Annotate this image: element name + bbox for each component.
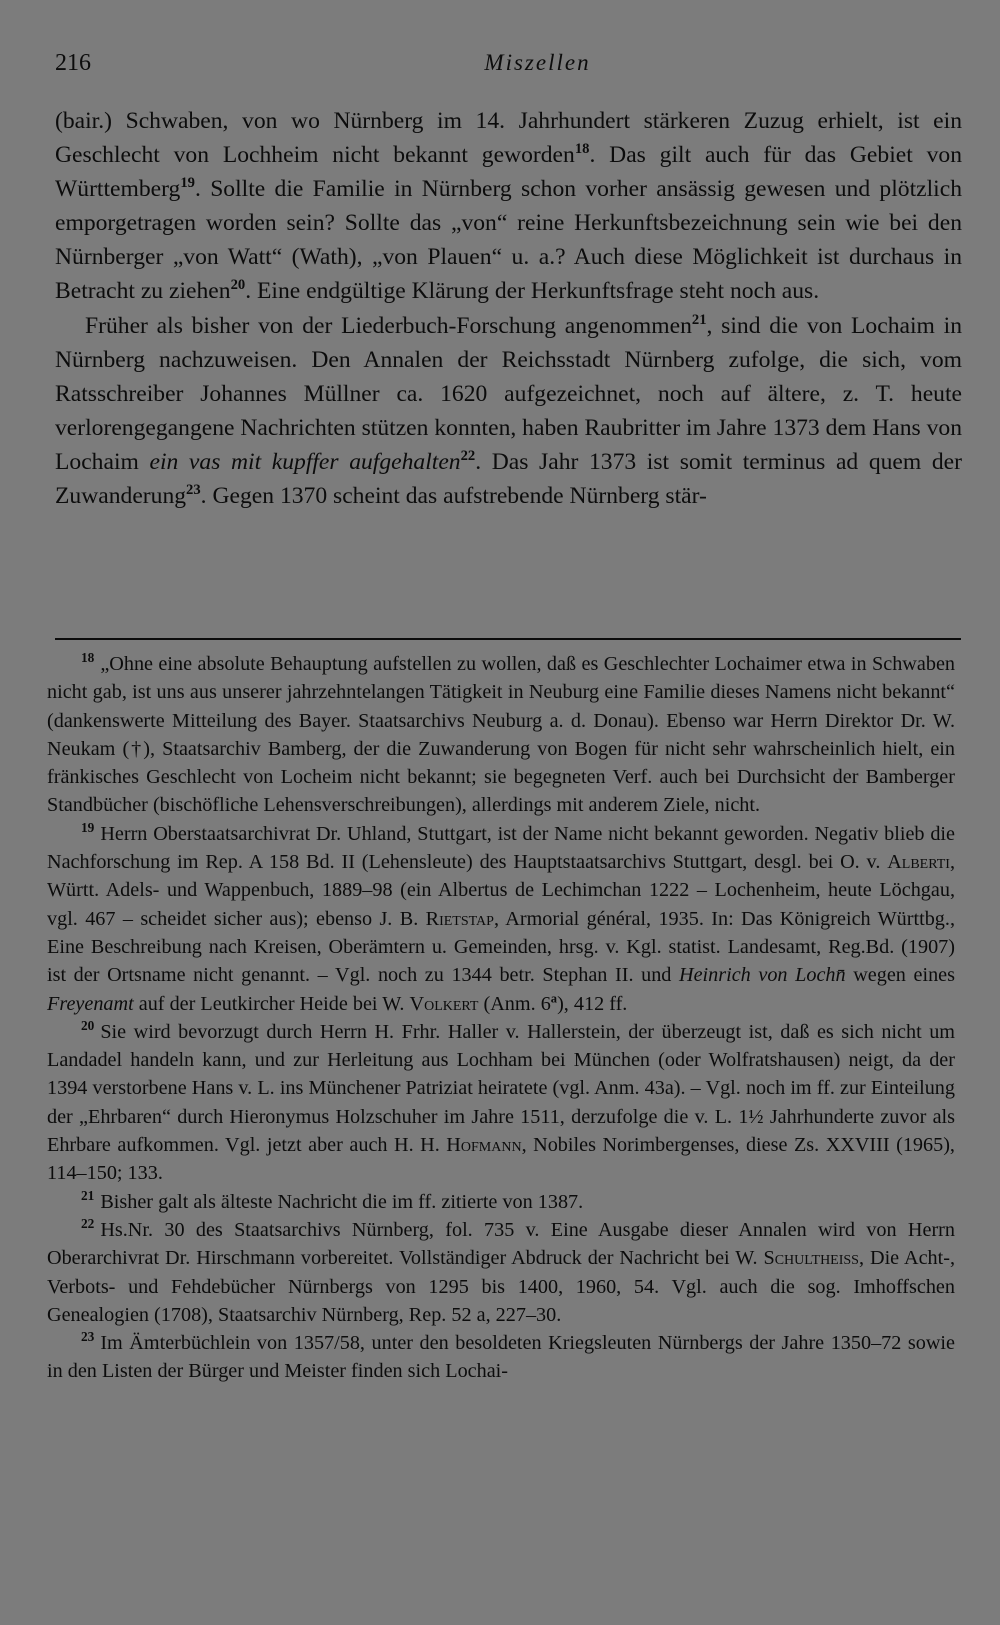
footnote-number: 21 xyxy=(81,1187,95,1203)
paragraph-1 xyxy=(55,104,962,309)
text-run: , Die Acht-, Verbots- und Fehdebücher Nürnbergs von 1295 bis 1400, 1960, 54. Vgl. auch die sog. Imhoffschen Genealogien (1708), Staatsarchiv Nürnberg, Rep. 52 a, 227–30. xyxy=(47,1247,956,1326)
footnote-number: 22 xyxy=(81,1216,95,1232)
footnotes xyxy=(47,650,955,1386)
footnote-ref: 18 xyxy=(574,141,590,158)
footnote-18 xyxy=(47,650,955,820)
author-name: Volkert xyxy=(409,992,479,1015)
text-run: . Das Jahr 1373 ist somit terminus ad quem der Zuwanderung xyxy=(55,448,962,510)
author-name: Schultheiss xyxy=(763,1247,859,1270)
text-run: Hs.Nr. 30 des Staatsarchivs Nürnberg, fol. 735 v. Eine Ausgabe dieser Annalen wird von Herrn Oberarchivrat Dr. Hirschmann vorbereitet. Vollständiger Abdruck der Nachricht bei W. xyxy=(47,1218,955,1270)
italic-term: Freyenamt xyxy=(47,992,134,1015)
text-run: . Sollte die Familie in Nürnberg schon vorher ansässig gewesen und plötzlich emporgetragen worden sein? Sollte das „von“ reine Herkunftsbezeichnung sein wie bei den Nürnberger „von Watt“ (Wath), „von Plauen“ u. a.? Auch diese Möglichkeit ist durchaus in Betracht zu ziehen xyxy=(55,176,962,305)
main-text xyxy=(55,104,962,513)
text-run: Herrn Oberstaatsarchivrat Dr. Uhland, Stuttgart, ist der Name nicht bekannt geworden. Negativ blieb die Nachforschung im Rep. A 158 Bd. II (Lehensleute) des Hauptstaatsarchivs Stuttgart, desgl. bei O. v. xyxy=(47,822,955,874)
author-name: Alberti xyxy=(887,851,950,874)
text-run: Früher als bisher von der Liederbuch-Forschung angenommen xyxy=(85,312,692,339)
text-run: , sind die von Lochaim in Nürnberg nachzuweisen. Den Annalen der Reichsstadt Nürnberg zufolge, die sich, vom Ratsschreiber Johannes Müllner ca. 1620 aufgezeichnet, noch auf ältere, z. T. heute verlorengegangene Nachrichten stützen konnten, haben Raubritter im Jahre 1373 dem Hans von Lochaim xyxy=(55,312,962,475)
text-run: . Eine endgültige Klärung der Herkunftsfrage steht noch aus. xyxy=(245,278,820,305)
author-name: Rietstap xyxy=(425,907,494,930)
footnote-number: 18 xyxy=(81,650,95,666)
footnote-23 xyxy=(47,1329,955,1386)
text-run: . Das gilt auch für das Gebiet von Württemberg xyxy=(55,142,962,203)
text-run: (Anm. 6 xyxy=(478,992,551,1015)
footnote-22 xyxy=(47,1216,955,1329)
text-run: auf der Leutkircher Heide bei W. xyxy=(133,992,410,1015)
italic-name: Heinrich von Lochn̄ xyxy=(679,964,846,987)
page-header xyxy=(55,50,960,84)
page-number: 216 xyxy=(55,50,91,76)
footnote-text: „Ohne eine absolute Behauptung aufstellen zu wollen, daß es Geschlechter Lochaimer etwa in Schwaben nicht gab, ist uns aus unserer jahrzehntelangen Tätigkeit in Neuburg eine Familie dieses Namens nicht bekannt“ (dankenswerte Mitteilung des Bayer. Staatsarchivs Neuburg a. d. Donau). Ebenso war Herrn Direktor Dr. W. Neukam (†), Staatsarchiv Bamberg, der die Zuwanderung von Bogen für nicht sehr wahrscheinlich hielt, ein fränkisches Geschlecht von Locheim nicht bekannt; sie begegneten Verf. auch bei Durchsicht der Bamberger Standbücher (bischöfliche Lehensverschreibungen), allerdings mit anderem Ziele, nicht. xyxy=(47,653,955,817)
footnote-ref: 19 xyxy=(180,175,195,192)
text-run: ), 412 ff. xyxy=(557,992,628,1015)
footnote-number: 19 xyxy=(81,820,95,836)
footnote-text: Bisher galt als älteste Nachricht die im ff. zitierte von 1387. xyxy=(100,1190,584,1213)
footnote-ref: 21 xyxy=(691,311,707,328)
text-run: . Gegen 1370 scheint das aufstrebende Nürnberg stär- xyxy=(200,483,707,510)
text-run: (bair.) Schwaben, von wo Nürnberg im 14. Jahrhundert stärkeren Zuzug erhielt, ist ein Geschlecht von Lochheim nicht bekannt geworden xyxy=(55,108,962,169)
superscript: a xyxy=(550,990,558,1005)
footnote-20 xyxy=(47,1018,955,1188)
paragraph-2 xyxy=(55,309,962,514)
footnote-ref: 23 xyxy=(186,482,201,499)
text-run: , Nobiles Norimbergenses, diese Zs. XXVIII (1965), 114–150; 133. xyxy=(47,1134,955,1185)
footnote-ref: 20 xyxy=(230,277,246,294)
footnote-number: 20 xyxy=(81,1018,95,1034)
footnote-19 xyxy=(47,820,955,1018)
footnote-number: 23 xyxy=(81,1329,95,1345)
footnote-ref: 22 xyxy=(460,448,476,465)
footnote-21 xyxy=(47,1188,955,1216)
footnote-text: Im Ämterbüchlein von 1357/58, unter den besoldeten Kriegsleuten Nürnbergs der Jahre 1350–72 sowie in den Listen der Bürger und Meister finden sich Lochai- xyxy=(47,1332,955,1383)
italic-quote: ein vas mit kupffer aufgehalten xyxy=(149,448,461,475)
text-run: , Württ. Adels- und Wappenbuch, 1889–98 (ein Albertus de Lechimchan 1222 – Lochenheim, heute Löchgau, vgl. 467 – scheidet sicher aus); ebenso J. B. xyxy=(47,851,955,930)
footnote-divider xyxy=(55,638,961,640)
text-run: wegen eines xyxy=(845,964,955,987)
text-run: , Armorial général, 1935. In: Das Königreich Württbg., Eine Beschreibung nach Kreisen, Oberämtern u. Gemeinden, hrsg. v. Kgl. statist. Landesamt, Reg.Bd. (1907) ist der Ortsname nicht genannt. – Vgl. noch zu 1344 betr. Stephan II. und xyxy=(47,907,955,987)
running-title: Miszellen xyxy=(484,50,591,75)
author-name: Hofmann xyxy=(446,1134,522,1157)
text-run: Sie wird bevorzugt durch Herrn H. Frhr. Haller v. Hallerstein, der überzeugt ist, daß es sich nicht um Landadel handeln kann, und zur Herleitung aus Lochham bei München (oder Wolfratshausen) neigt, da der 1394 verstorbene Hans v. L. ins Münchener Patriziat heiratete (vgl. Anm. 43a). – Vgl. noch im ff. zur Einteilung der „Ehrbaren“ durch Hieronymus Holzschuher im Jahre 1511, derzufolge die v. L. 1½ Jahrhunderte zuvor als Ehrbare aufkommen. Vgl. jetzt aber auch H. H. xyxy=(47,1020,955,1157)
